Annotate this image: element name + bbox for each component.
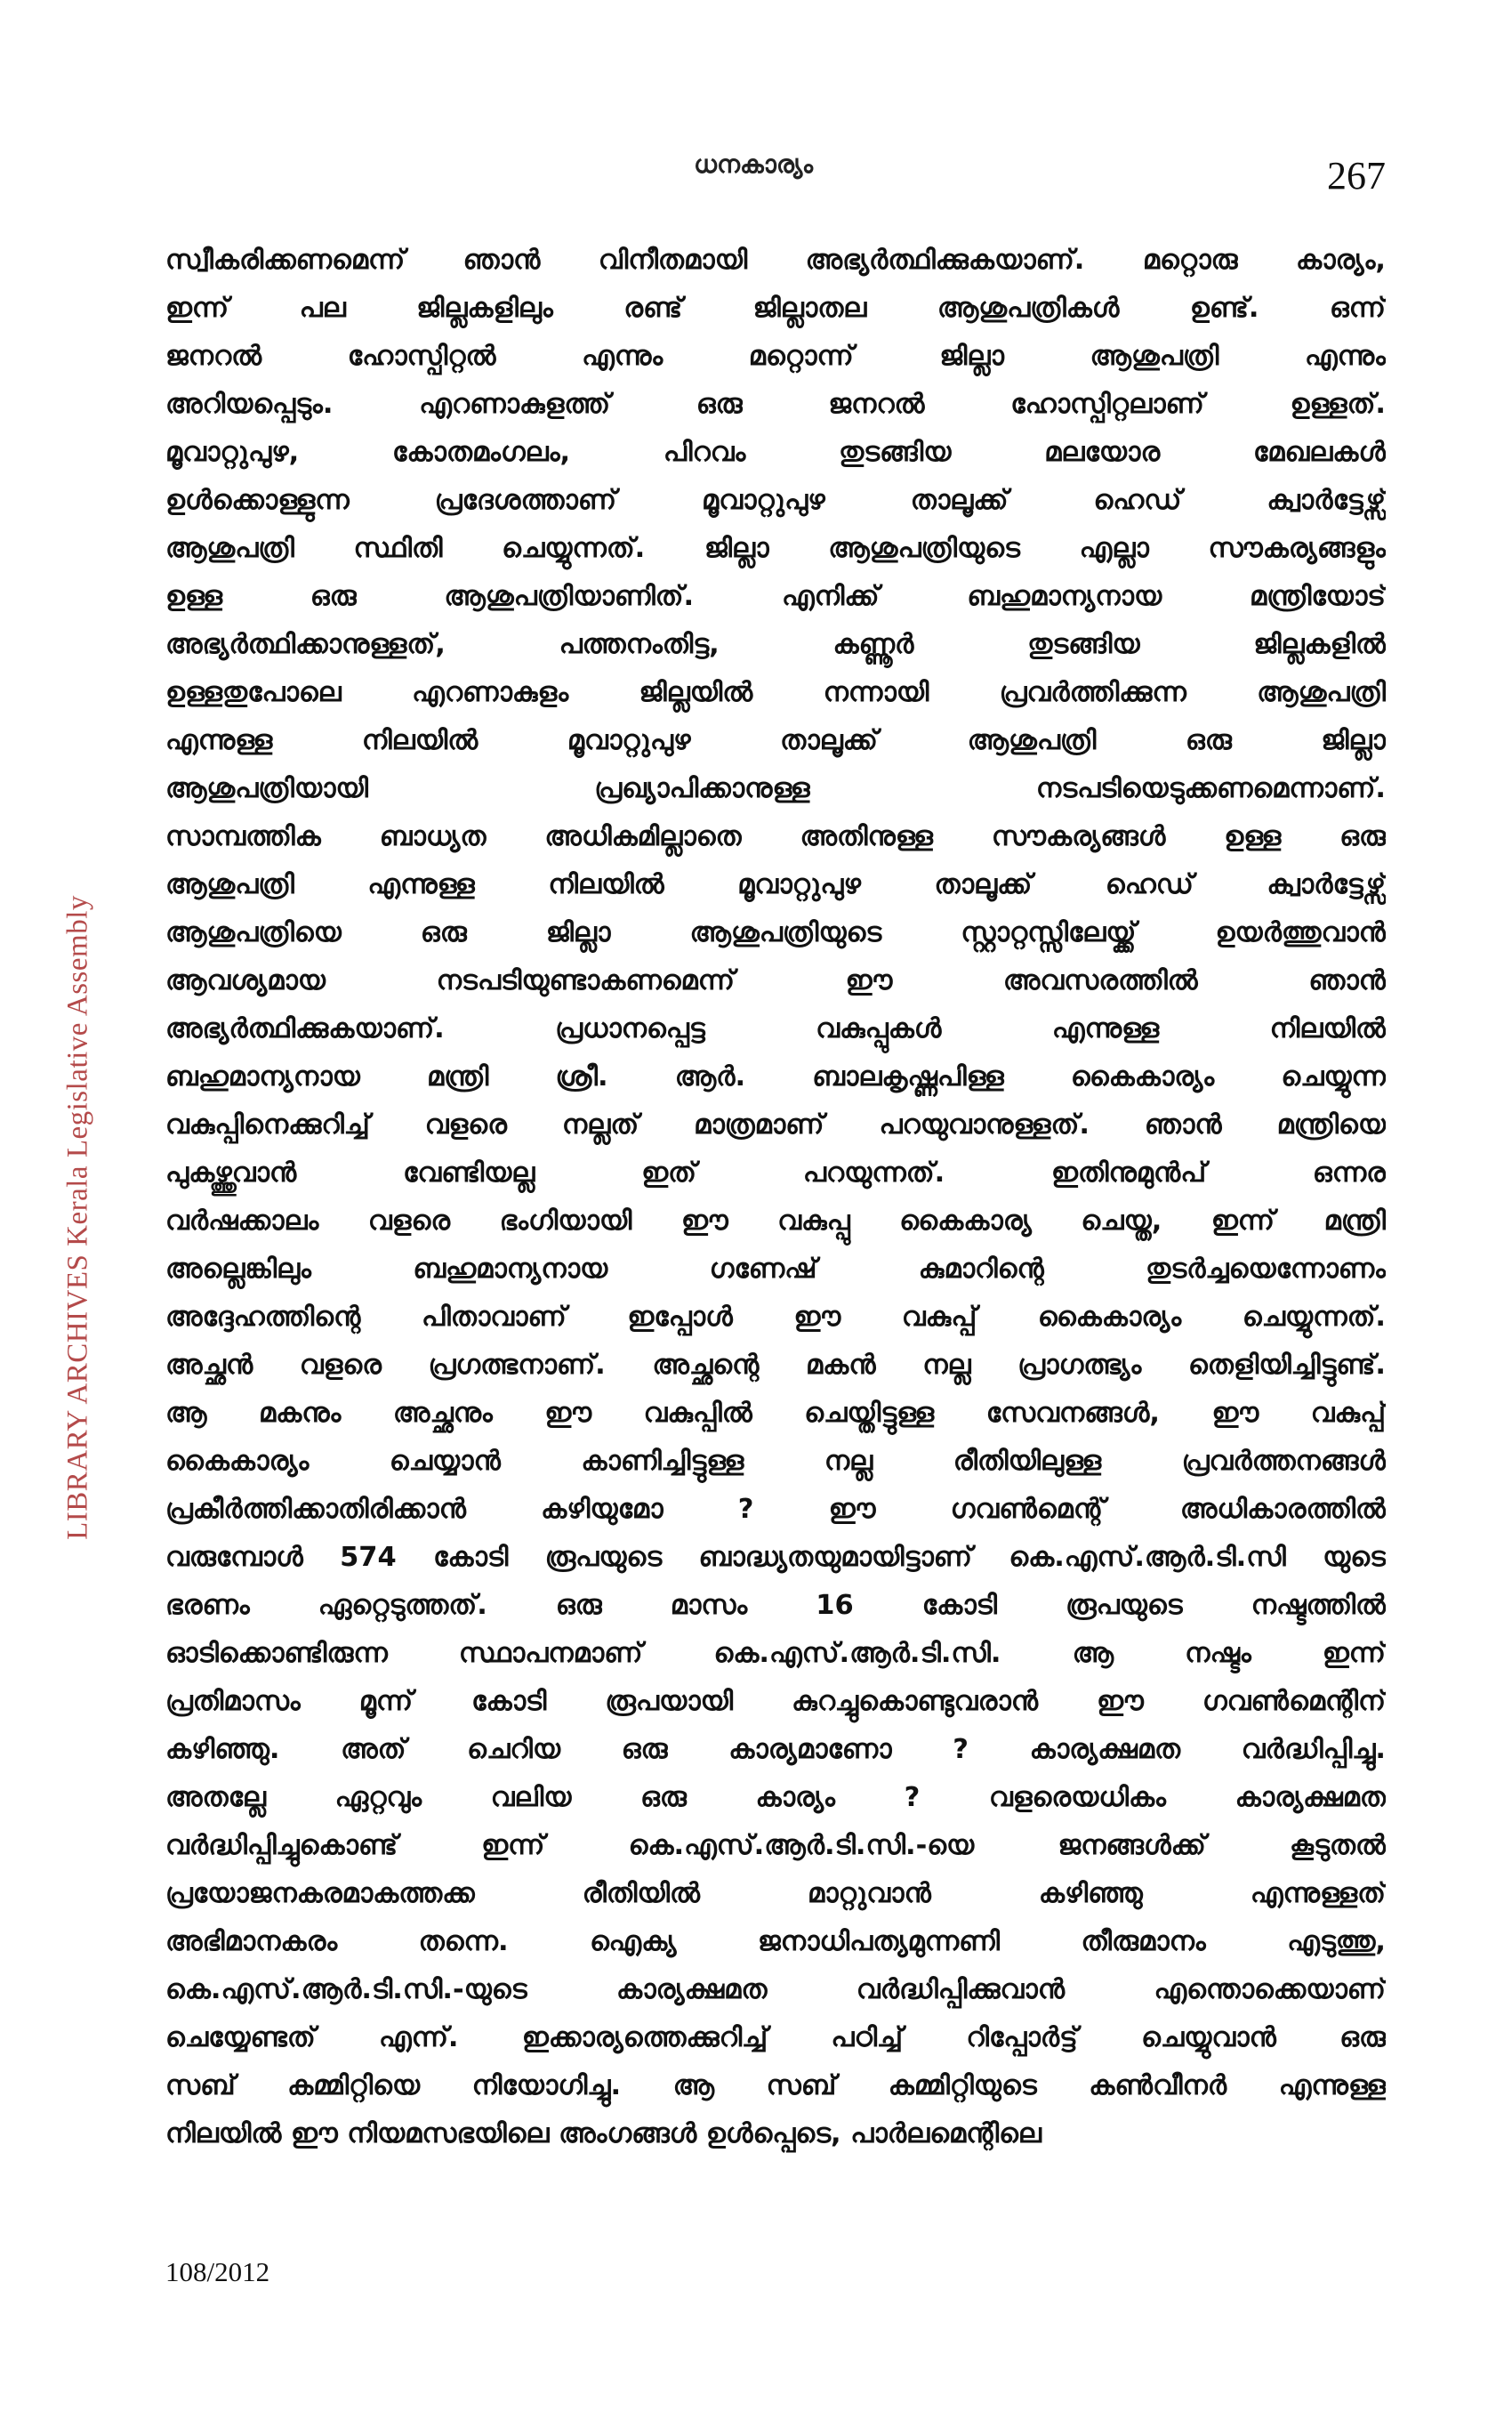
text-line: നിലയിൽ ഈ നിയമസഭയിലെ അംഗങ്ങൾ ഉൾപ്പെടെ, പാർലമെന്റിലെ: [165, 2118, 1042, 2149]
text-line: അഭിമാനകരം തന്നെ. ഐക്യ ജനാധിപത്യമുന്നണി തീരുമാനം എടുത്തു,: [165, 1926, 1386, 1957]
text-line: കൈകാര്യം ചെയ്യാൻ കാണിച്ചിട്ടുള്ള നല്ല രീതിയിലുള്ള പ്രവർത്തനങ്ങൾ: [165, 1446, 1386, 1477]
text-line: പ്രതിമാസം മൂന്ന് കോടി രൂപയായി കുറച്ചുകൊണ്ടുവരാൻ ഈ ഗവൺമെന്റിന്: [165, 1686, 1386, 1717]
text-line: അറിയപ്പെടും. എറണാകുളത്ത് ഒരു ജനറൽ ഹോസ്പിറ്റലാണ് ഉള്ളത്.: [165, 389, 1386, 420]
text-line: മൂവാറ്റുപുഴ, കോതമംഗലം, പിറവം തുടങ്ങിയ മലയോര മേഖലകൾ: [165, 437, 1386, 468]
text-line: അച്ഛൻ വളരെ പ്രഗത്ഭനാണ്. അച്ഛന്റെ മകൻ നല്ല പ്രാഗത്ഭ്യം തെളിയിച്ചിട്ടുണ്ട്.: [165, 1350, 1386, 1381]
text-line: ആശുപത്രിയായി പ്രഖ്യാപിക്കാനുള്ള നടപടിയെടുക്കണമെന്നാണ്.: [165, 773, 1386, 804]
running-head: ധനകാര്യം: [694, 149, 814, 179]
text-line: ചെയ്യേണ്ടത് എന്ന്. ഇക്കാര്യത്തെക്കുറിച്ച് പഠിച്ച് റിപ്പോർട്ട് ചെയ്യുവാൻ ഒരു: [165, 2022, 1386, 2053]
text-line: ജനറൽ ഹോസ്പിറ്റൽ എന്നും മറ്റൊന്ന് ജില്ലാ ആശുപത്രി എന്നും: [165, 341, 1386, 372]
text-line: വർദ്ധിപ്പിച്ചുകൊണ്ട് ഇന്ന് കെ.എസ്.ആർ.ടി.സി.-യെ ജനങ്ങൾക്ക് കൂടുതൽ: [165, 1830, 1386, 1861]
text-line: ഉള്ളതുപോലെ എറണാകുളം ജില്ലയിൽ നന്നായി പ്രവർത്തിക്കുന്ന ആശുപത്രി: [165, 677, 1386, 708]
text-line: ഇന്ന് പല ജില്ലകളിലും രണ്ട് ജില്ലാതല ആശുപത്രികൾ ഉണ്ട്. ഒന്ന്: [165, 293, 1386, 324]
text-line: ഉൾക്കൊള്ളുന്ന പ്രദേശത്താണ് മൂവാറ്റുപുഴ താലൂക്ക് ഹെഡ് ക്വാർട്ടേഴ്സ്: [165, 485, 1386, 516]
text-line: പ്രയോജനകരമാകത്തക്ക രീതിയിൽ മാറ്റുവാൻ കഴിഞ്ഞു എന്നുള്ളത്: [165, 1878, 1386, 1909]
text-line: പുകഴ്ത്തുവാൻ വേണ്ടിയല്ല ഇത് പറയുന്നത്. ഇതിനുമുൻപ് ഒന്നര: [165, 1157, 1386, 1189]
text-line: ബഹുമാന്യനായ മന്ത്രി ശ്രീ. ആർ. ബാലകൃഷ്ണപിള്ള കൈകാര്യം ചെയ്യുന്ന: [165, 1061, 1386, 1093]
text-line: പ്രകീർത്തിക്കാതിരിക്കാൻ കഴിയുമോ ? ഈ ഗവൺമെന്റ് അധികാരത്തിൽ: [165, 1494, 1386, 1525]
archive-watermark: LIBRARY ARCHIVES Kerala Legislative Assembly: [61, 895, 94, 1540]
text-line: സാമ്പത്തിക ബാധ്യത അധികമില്ലാതെ അതിനുള്ള സൗകര്യങ്ങൾ ഉള്ള ഒരു: [165, 821, 1386, 852]
body-text: [165, 237, 1386, 2158]
text-line: കെ.എസ്.ആർ.ടി.സി.-യുടെ കാര്യക്ഷമത വർദ്ധിപ്പിക്കുവാൻ എന്തൊക്കെയാണ്: [165, 1974, 1386, 2005]
text-line: ആശുപത്രിയെ ഒരു ജില്ലാ ആശുപത്രിയുടെ സ്റ്റാറ്റസ്സിലേയ്ക്ക് ഉയർത്തുവാൻ: [165, 917, 1386, 948]
text-line: കഴിഞ്ഞു. അത് ചെറിയ ഒരു കാര്യമാണോ ? കാര്യക്ഷമത വർദ്ധിപ്പിച്ചു.: [165, 1734, 1386, 1765]
text-line: ഓടിക്കൊണ്ടിരുന്ന സ്ഥാപനമാണ് കെ.എസ്.ആർ.ടി.സി. ആ നഷ്ടം ഇന്ന്: [165, 1638, 1386, 1669]
text-line: അഭ്യർത്ഥിക്കുകയാണ്. പ്രധാനപ്പെട്ട വകുപ്പുകൾ എന്നുള്ള നിലയിൽ: [165, 1013, 1386, 1044]
text-line: അഭ്യർത്ഥിക്കാനുള്ളത്, പത്തനംതിട്ട, കണ്ണൂർ തുടങ്ങിയ ജില്ലകളിൽ: [165, 629, 1386, 660]
text-line: വരുമ്പോൾ 574 കോടി രൂപയുടെ ബാദ്ധ്യതയുമായിട്ടാണ് കെ.എസ്.ആർ.ടി.സി യുടെ: [165, 1542, 1386, 1573]
footer-code: 108/2012: [165, 2256, 270, 2287]
text-line: ഉള്ള ഒരു ആശുപത്രിയാണിത്. എനിക്ക് ബഹുമാന്യനായ മന്ത്രിയോട്: [165, 581, 1386, 612]
text-line: അതല്ലേ ഏറ്റവും വലിയ ഒരു കാര്യം ? വളരെയധികം കാര്യക്ഷമത: [165, 1782, 1386, 1813]
text-line: ആശുപത്രി എന്നുള്ള നിലയിൽ മൂവാറ്റുപുഴ താലൂക്ക് ഹെഡ് ക്വാർട്ടേഴ്സ്: [165, 869, 1386, 900]
text-line: സബ് കമ്മിറ്റിയെ നിയോഗിച്ചു. ആ സബ് കമ്മിറ്റിയുടെ കൺവീനർ എന്നുള്ള: [165, 2070, 1386, 2101]
text-line: ഭരണം ഏറ്റെടുത്തത്. ഒരു മാസം 16 കോടി രൂപയുടെ നഷ്ടത്തിൽ: [165, 1590, 1386, 1621]
text-line: അല്ലെങ്കിലും ബഹുമാന്യനായ ഗണേഷ് കുമാറിന്റെ തുടർച്ചയെന്നോണം: [165, 1254, 1386, 1285]
text-line: സ്വീകരിക്കണമെന്ന് ഞാൻ വിനീതമായി അഭ്യർത്ഥിക്കുകയാണ്. മറ്റൊരു കാര്യം,: [165, 245, 1386, 276]
text-line: എന്നുള്ള നിലയിൽ മൂവാറ്റുപുഴ താലൂക്ക് ആശുപത്രി ഒരു ജില്ലാ: [165, 725, 1386, 756]
page-number: 267: [1327, 154, 1386, 198]
text-line: വകുപ്പിനെക്കുറിച്ച് വളരെ നല്ലത് മാത്രമാണ് പറയുവാനുള്ളത്. ഞാൻ മന്ത്രിയെ: [165, 1109, 1386, 1141]
text-line: ആ മകനും അച്ഛനും ഈ വകുപ്പിൽ ചെയ്തിട്ടുള്ള സേവനങ്ങൾ, ഈ വകുപ്പ്: [165, 1398, 1386, 1429]
text-line: അദ്ദേഹത്തിന്റെ പിതാവാണ് ഇപ്പോൾ ഈ വകുപ്പ് കൈകാര്യം ചെയ്യുന്നത്.: [165, 1302, 1386, 1333]
text-line: ആവശ്യമായ നടപടിയുണ്ടാകണമെന്ന് ഈ അവസരത്തിൽ ഞാൻ: [165, 965, 1386, 996]
text-line: വർഷക്കാലം വളരെ ഭംഗിയായി ഈ വകുപ്പു കൈകാര്യ ചെയ്ത, ഇന്ന് മന്ത്രി: [165, 1205, 1386, 1237]
text-line: ആശുപത്രി സ്ഥിതി ചെയ്യുന്നത്. ജില്ലാ ആശുപത്രിയുടെ എല്ലാ സൗകര്യങ്ങളും: [165, 533, 1386, 564]
